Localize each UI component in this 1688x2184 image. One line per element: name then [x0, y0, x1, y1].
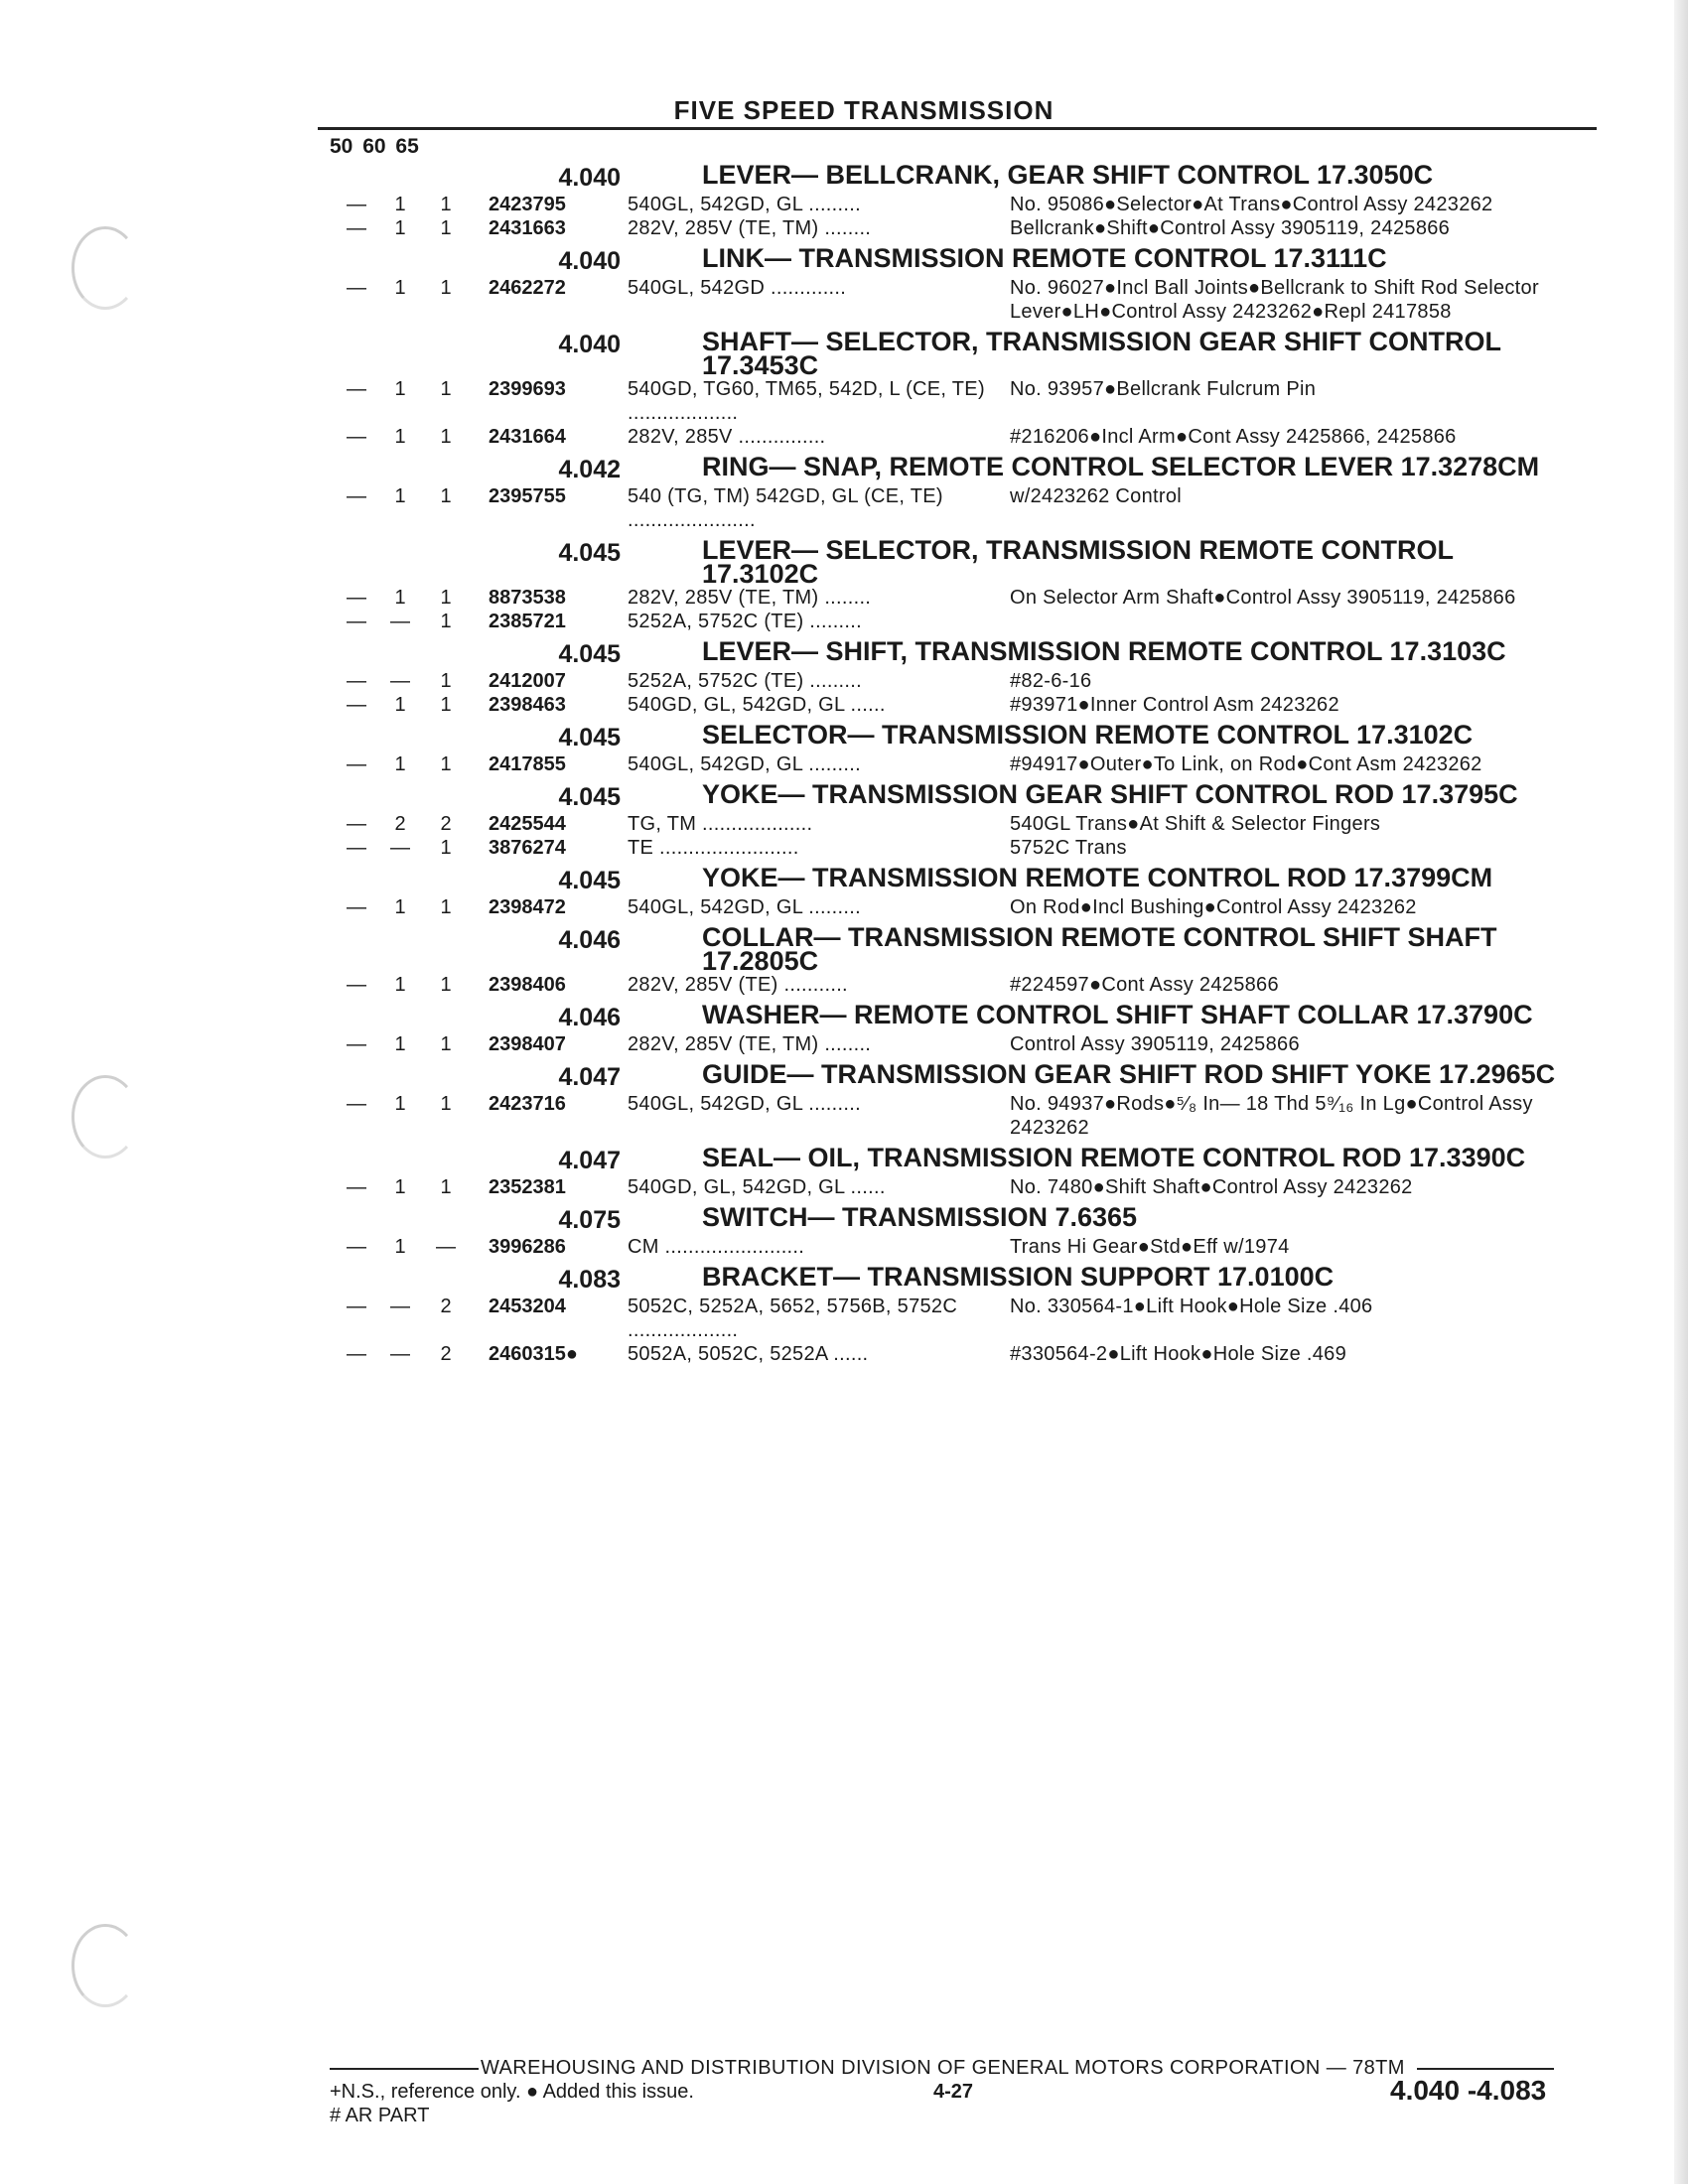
part-number: 2398406 [489, 974, 566, 996]
part-group [318, 327, 1609, 449]
page-number: 4-27 [933, 2081, 974, 2103]
year-60-qty: — [390, 837, 410, 859]
group-code: 4.075 [558, 1206, 621, 1234]
year-65-qty: 1 [440, 670, 452, 692]
year-60-qty: 1 [394, 753, 406, 775]
part-number: 2423716 [489, 1093, 566, 1115]
part-number: 2412007 [489, 670, 566, 692]
part-row [318, 610, 1609, 633]
group-code: 4.045 [558, 867, 621, 894]
year-50-qty: — [347, 1176, 366, 1198]
part-row [318, 693, 1609, 717]
section-range: 4.040 -4.083 [1390, 2075, 1547, 2106]
year-60-qty: — [390, 1343, 410, 1365]
part-row [318, 276, 1609, 324]
part-number: 2431663 [489, 217, 566, 239]
year-50-qty: — [347, 378, 366, 400]
part-description: LINK— TRANSMISSION REMOTE CONTROL 17.3111C [702, 243, 1387, 273]
remarks: 540GL Trans●At Shift & Selector Fingers [1010, 813, 1381, 835]
group-code: 4.047 [558, 1063, 621, 1091]
part-number: 2460315● [489, 1343, 578, 1365]
part-row [318, 752, 1609, 776]
part-row [318, 669, 1609, 693]
year-65-qty: 1 [440, 896, 452, 918]
year-50-qty: — [347, 753, 366, 775]
year-65-qty: 1 [440, 426, 452, 448]
year-65-qty: 1 [440, 485, 452, 507]
application: 540GD, TG60, TM65, 542D, L (CE, TE) ................... [628, 378, 985, 424]
remarks: Trans Hi Gear●Std●Eff w/1974 [1010, 1236, 1290, 1258]
footer-division-text: WAREHOUSING AND DISTRIBUTION DIVISION OF GENERAL MOTORS CORPORATION — 78TM [481, 2057, 1405, 2079]
application: 540GL, 542GD ............. [628, 277, 847, 299]
year-60-qty: 1 [394, 974, 406, 996]
part-number: 2398407 [489, 1033, 566, 1055]
year-60-qty: 1 [394, 1093, 406, 1115]
application: CM ........................ [628, 1236, 805, 1258]
year-60-qty: 1 [394, 1176, 406, 1198]
remarks: No. 94937●Rods●⁵⁄₈ In— 18 Thd 5⁹⁄₁₆ In Lg●Control Assy 2423262 [1010, 1093, 1533, 1139]
year-65-qty: — [436, 1236, 456, 1258]
part-group [318, 1059, 1609, 1140]
group-code: 4.045 [558, 640, 621, 668]
application: 540GL, 542GD, GL ......... [628, 896, 861, 918]
year-65-qty: 2 [440, 1343, 452, 1365]
part-description: COLLAR— TRANSMISSION REMOTE CONTROL SHIFT SHAFT 17.2805C [702, 922, 1497, 976]
part-description: LEVER— SELECTOR, TRANSMISSION REMOTE CONTROL 17.3102C [702, 535, 1454, 589]
year-60-qty: — [390, 1296, 410, 1317]
remarks: #216206●Incl Arm●Cont Assy 2425866, 2425866 [1010, 426, 1457, 448]
part-heading [318, 1059, 1609, 1092]
remarks: #94917●Outer●To Link, on Rod●Cont Asm 2423262 [1010, 753, 1482, 775]
part-number: 2423795 [489, 194, 566, 215]
part-heading [318, 452, 1609, 484]
application: 540GD, GL, 542GD, GL ...... [628, 1176, 886, 1198]
application: 540GL, 542GD, GL ......... [628, 753, 861, 775]
year-60-qty: 2 [394, 813, 406, 835]
part-group [318, 720, 1609, 776]
year-50-qty: — [347, 1236, 366, 1258]
parts-list [318, 157, 1609, 1366]
part-heading [318, 863, 1609, 895]
part-description: SELECTOR— TRANSMISSION REMOTE CONTROL 17.3102C [702, 720, 1474, 750]
part-group [318, 636, 1609, 717]
part-description: YOKE— TRANSMISSION REMOTE CONTROL ROD 17.3799CM [702, 863, 1493, 892]
part-number: 8873538 [489, 587, 566, 609]
group-code: 4.045 [558, 539, 621, 567]
year-65-qty: 1 [440, 194, 452, 215]
remarks: Bellcrank●Shift●Control Assy 3905119, 2425866 [1010, 217, 1451, 239]
part-heading [318, 636, 1609, 669]
year-65-qty: 1 [440, 277, 452, 299]
footer-note: # AR PART [330, 2105, 430, 2126]
part-number: 3876274 [489, 837, 566, 859]
group-code: 4.047 [558, 1147, 621, 1174]
application: TG, TM ................... [628, 813, 813, 835]
application: 282V, 285V (TE, TM) ........ [628, 587, 872, 609]
part-group [318, 922, 1609, 997]
year-60-qty: 1 [394, 277, 406, 299]
footer-division [330, 2057, 1554, 2080]
year-60-qty: 1 [394, 194, 406, 215]
remarks: No. 96027●Incl Ball Joints●Bellcrank to Shift Rod Selector Lever●LH●Control Assy 2423262●Repl 2417858 [1010, 277, 1539, 323]
year-50-qty: — [347, 1033, 366, 1055]
remarks: No. 95086●Selector●At Trans●Control Assy 2423262 [1010, 194, 1493, 215]
part-heading [318, 535, 1609, 589]
page-edge [1674, 0, 1688, 2184]
year-50-qty: — [347, 974, 366, 996]
part-number: 2398463 [489, 694, 566, 716]
year-columns: 50 60 65 [330, 135, 419, 158]
part-heading [318, 1000, 1609, 1032]
group-code: 4.045 [558, 783, 621, 811]
year-50-qty: — [347, 896, 366, 918]
binder-hole [71, 1924, 139, 2007]
binder-hole [71, 226, 139, 310]
year-65-qty: 1 [440, 378, 452, 400]
part-number: 2398472 [489, 896, 566, 918]
title-rule [318, 127, 1597, 130]
part-number: 2385721 [489, 611, 566, 632]
year-50-qty: — [347, 670, 366, 692]
part-row [318, 1342, 1609, 1366]
remarks: Control Assy 3905119, 2425866 [1010, 1033, 1300, 1055]
part-number: 2431664 [489, 426, 566, 448]
part-number: 2462272 [489, 277, 566, 299]
application: TE ........................ [628, 837, 799, 859]
application: 282V, 285V ............... [628, 426, 826, 448]
year-50-qty: — [347, 837, 366, 859]
part-number: 2352381 [489, 1176, 566, 1198]
remarks: No. 7480●Shift Shaft●Control Assy 2423262 [1010, 1176, 1413, 1198]
part-number: 3996286 [489, 1236, 566, 1258]
application: 540GL, 542GD, GL ......... [628, 194, 861, 215]
part-row [318, 484, 1609, 532]
application: 540 (TG, TM) 542GD, GL (CE, TE) ...................... [628, 485, 943, 531]
year-65-qty: 1 [440, 217, 452, 239]
year-65-qty: 1 [440, 753, 452, 775]
year-50-qty: — [347, 426, 366, 448]
group-code: 4.040 [558, 247, 621, 275]
part-heading [318, 720, 1609, 752]
year-60-qty: 1 [394, 1236, 406, 1258]
year-50-qty: — [347, 485, 366, 507]
part-group [318, 535, 1609, 633]
part-description: LEVER— SHIFT, TRANSMISSION REMOTE CONTROL 17.3103C [702, 636, 1506, 666]
application: 540GL, 542GD, GL ......... [628, 1093, 861, 1115]
group-code: 4.040 [558, 164, 621, 192]
part-heading [318, 1143, 1609, 1175]
year-65-qty: 1 [440, 1176, 452, 1198]
part-description: GUIDE— TRANSMISSION GEAR SHIFT ROD SHIFT YOKE 17.2965C [702, 1059, 1556, 1089]
part-group [318, 1000, 1609, 1056]
group-code: 4.046 [558, 926, 621, 954]
part-number: 2417855 [489, 753, 566, 775]
year-50-qty: — [347, 217, 366, 239]
part-heading [318, 779, 1609, 812]
part-group [318, 452, 1609, 532]
year-65-qty: 1 [440, 587, 452, 609]
part-number: 2453204 [489, 1296, 566, 1317]
year-65-qty: 1 [440, 611, 452, 632]
part-description: SHAFT— SELECTOR, TRANSMISSION GEAR SHIFT CONTROL 17.3453C [702, 327, 1501, 380]
year-60-qty: 1 [394, 485, 406, 507]
remarks: #330564-2●Lift Hook●Hole Size .469 [1010, 1343, 1347, 1365]
year-50-qty: — [347, 694, 366, 716]
part-number: 2425544 [489, 813, 566, 835]
part-row [318, 895, 1609, 919]
part-row [318, 586, 1609, 610]
year-50-qty: — [347, 611, 366, 632]
remarks: 5752C Trans [1010, 837, 1127, 859]
part-description: RING— SNAP, REMOTE CONTROL SELECTOR LEVER 17.3278CM [702, 452, 1540, 481]
footer-note: +N.S., reference only. ● Added this issue. [330, 2081, 694, 2103]
year-50-qty: — [347, 194, 366, 215]
application: 540GD, GL, 542GD, GL ...... [628, 694, 886, 716]
part-heading [318, 160, 1609, 193]
remarks: On Rod●Incl Bushing●Control Assy 2423262 [1010, 896, 1417, 918]
application: 5052C, 5252A, 5652, 5756B, 5752C ................... [628, 1296, 958, 1341]
part-group [318, 1143, 1609, 1199]
part-row [318, 973, 1609, 997]
year-60-qty: 1 [394, 426, 406, 448]
part-heading [318, 243, 1609, 276]
remarks: #82-6-16 [1010, 670, 1092, 692]
part-row [318, 1295, 1609, 1342]
page-title: FIVE SPEED TRANSMISSION [673, 95, 1055, 125]
part-row [318, 193, 1609, 216]
part-group [318, 243, 1609, 324]
application: 282V, 285V (TE) ........... [628, 974, 848, 996]
year-50-qty: — [347, 587, 366, 609]
part-description: SEAL— OIL, TRANSMISSION REMOTE CONTROL ROD 17.3390C [702, 1143, 1526, 1172]
year-60-qty: 1 [394, 1033, 406, 1055]
part-row [318, 1032, 1609, 1056]
remarks: No. 93957●Bellcrank Fulcrum Pin [1010, 378, 1317, 400]
part-row [318, 377, 1609, 425]
year-50-qty: — [347, 1296, 366, 1317]
part-heading [318, 1262, 1609, 1295]
year-65-qty: 1 [440, 837, 452, 859]
part-row [318, 812, 1609, 836]
year-60-qty: 1 [394, 694, 406, 716]
year-60-qty: 1 [394, 378, 406, 400]
application: 282V, 285V (TE, TM) ........ [628, 1033, 872, 1055]
application: 5252A, 5752C (TE) ......... [628, 670, 862, 692]
remarks: #93971●Inner Control Asm 2423262 [1010, 694, 1339, 716]
year-65-qty: 1 [440, 1033, 452, 1055]
year-50-qty: — [347, 813, 366, 835]
part-number: 2395755 [489, 485, 566, 507]
year-60-qty: — [390, 670, 410, 692]
application: 5252A, 5752C (TE) ......... [628, 611, 862, 632]
part-row [318, 1235, 1609, 1259]
year-65-qty: 2 [440, 1296, 452, 1317]
part-description: WASHER— REMOTE CONTROL SHIFT SHAFT COLLAR 17.3790C [702, 1000, 1533, 1029]
year-60-qty: 1 [394, 217, 406, 239]
year-65-qty: 1 [440, 694, 452, 716]
part-group [318, 779, 1609, 860]
application: 282V, 285V (TE, TM) ........ [628, 217, 872, 239]
group-code: 4.042 [558, 456, 621, 483]
group-code: 4.083 [558, 1266, 621, 1294]
group-code: 4.046 [558, 1004, 621, 1031]
part-group [318, 1262, 1609, 1366]
part-row [318, 836, 1609, 860]
part-description: BRACKET— TRANSMISSION SUPPORT 17.0100C [702, 1262, 1335, 1292]
year-50-qty: — [347, 1343, 366, 1365]
part-row [318, 1175, 1609, 1199]
group-code: 4.040 [558, 331, 621, 358]
remarks: On Selector Arm Shaft●Control Assy 3905119, 2425866 [1010, 587, 1516, 609]
application: 5052A, 5052C, 5252A ...... [628, 1343, 869, 1365]
part-heading [318, 922, 1609, 976]
part-heading [318, 1202, 1609, 1235]
binder-hole [71, 1075, 139, 1159]
group-code: 4.045 [558, 724, 621, 751]
part-group [318, 863, 1609, 919]
part-row [318, 425, 1609, 449]
year-65-qty: 1 [440, 974, 452, 996]
part-number: 2399693 [489, 378, 566, 400]
part-description: LEVER— BELLCRANK, GEAR SHIFT CONTROL 17.3050C [702, 160, 1434, 190]
remarks: #224597●Cont Assy 2425866 [1010, 974, 1279, 996]
year-60-qty: — [390, 611, 410, 632]
part-row [318, 216, 1609, 240]
year-65-qty: 2 [440, 813, 452, 835]
remarks [1010, 610, 1566, 633]
remarks: No. 330564-1●Lift Hook●Hole Size .406 [1010, 1296, 1373, 1317]
year-60-qty: 1 [394, 896, 406, 918]
year-60-qty: 1 [394, 587, 406, 609]
part-group [318, 160, 1609, 240]
part-description: YOKE— TRANSMISSION GEAR SHIFT CONTROL ROD 17.3795C [702, 779, 1518, 809]
part-row [318, 1092, 1609, 1140]
part-group [318, 1202, 1609, 1259]
part-heading [318, 327, 1609, 380]
remarks: w/2423262 Control [1010, 485, 1182, 507]
year-50-qty: — [347, 1093, 366, 1115]
year-50-qty: — [347, 277, 366, 299]
part-description: SWITCH— TRANSMISSION 7.6365 [702, 1202, 1138, 1232]
year-65-qty: 1 [440, 1093, 452, 1115]
